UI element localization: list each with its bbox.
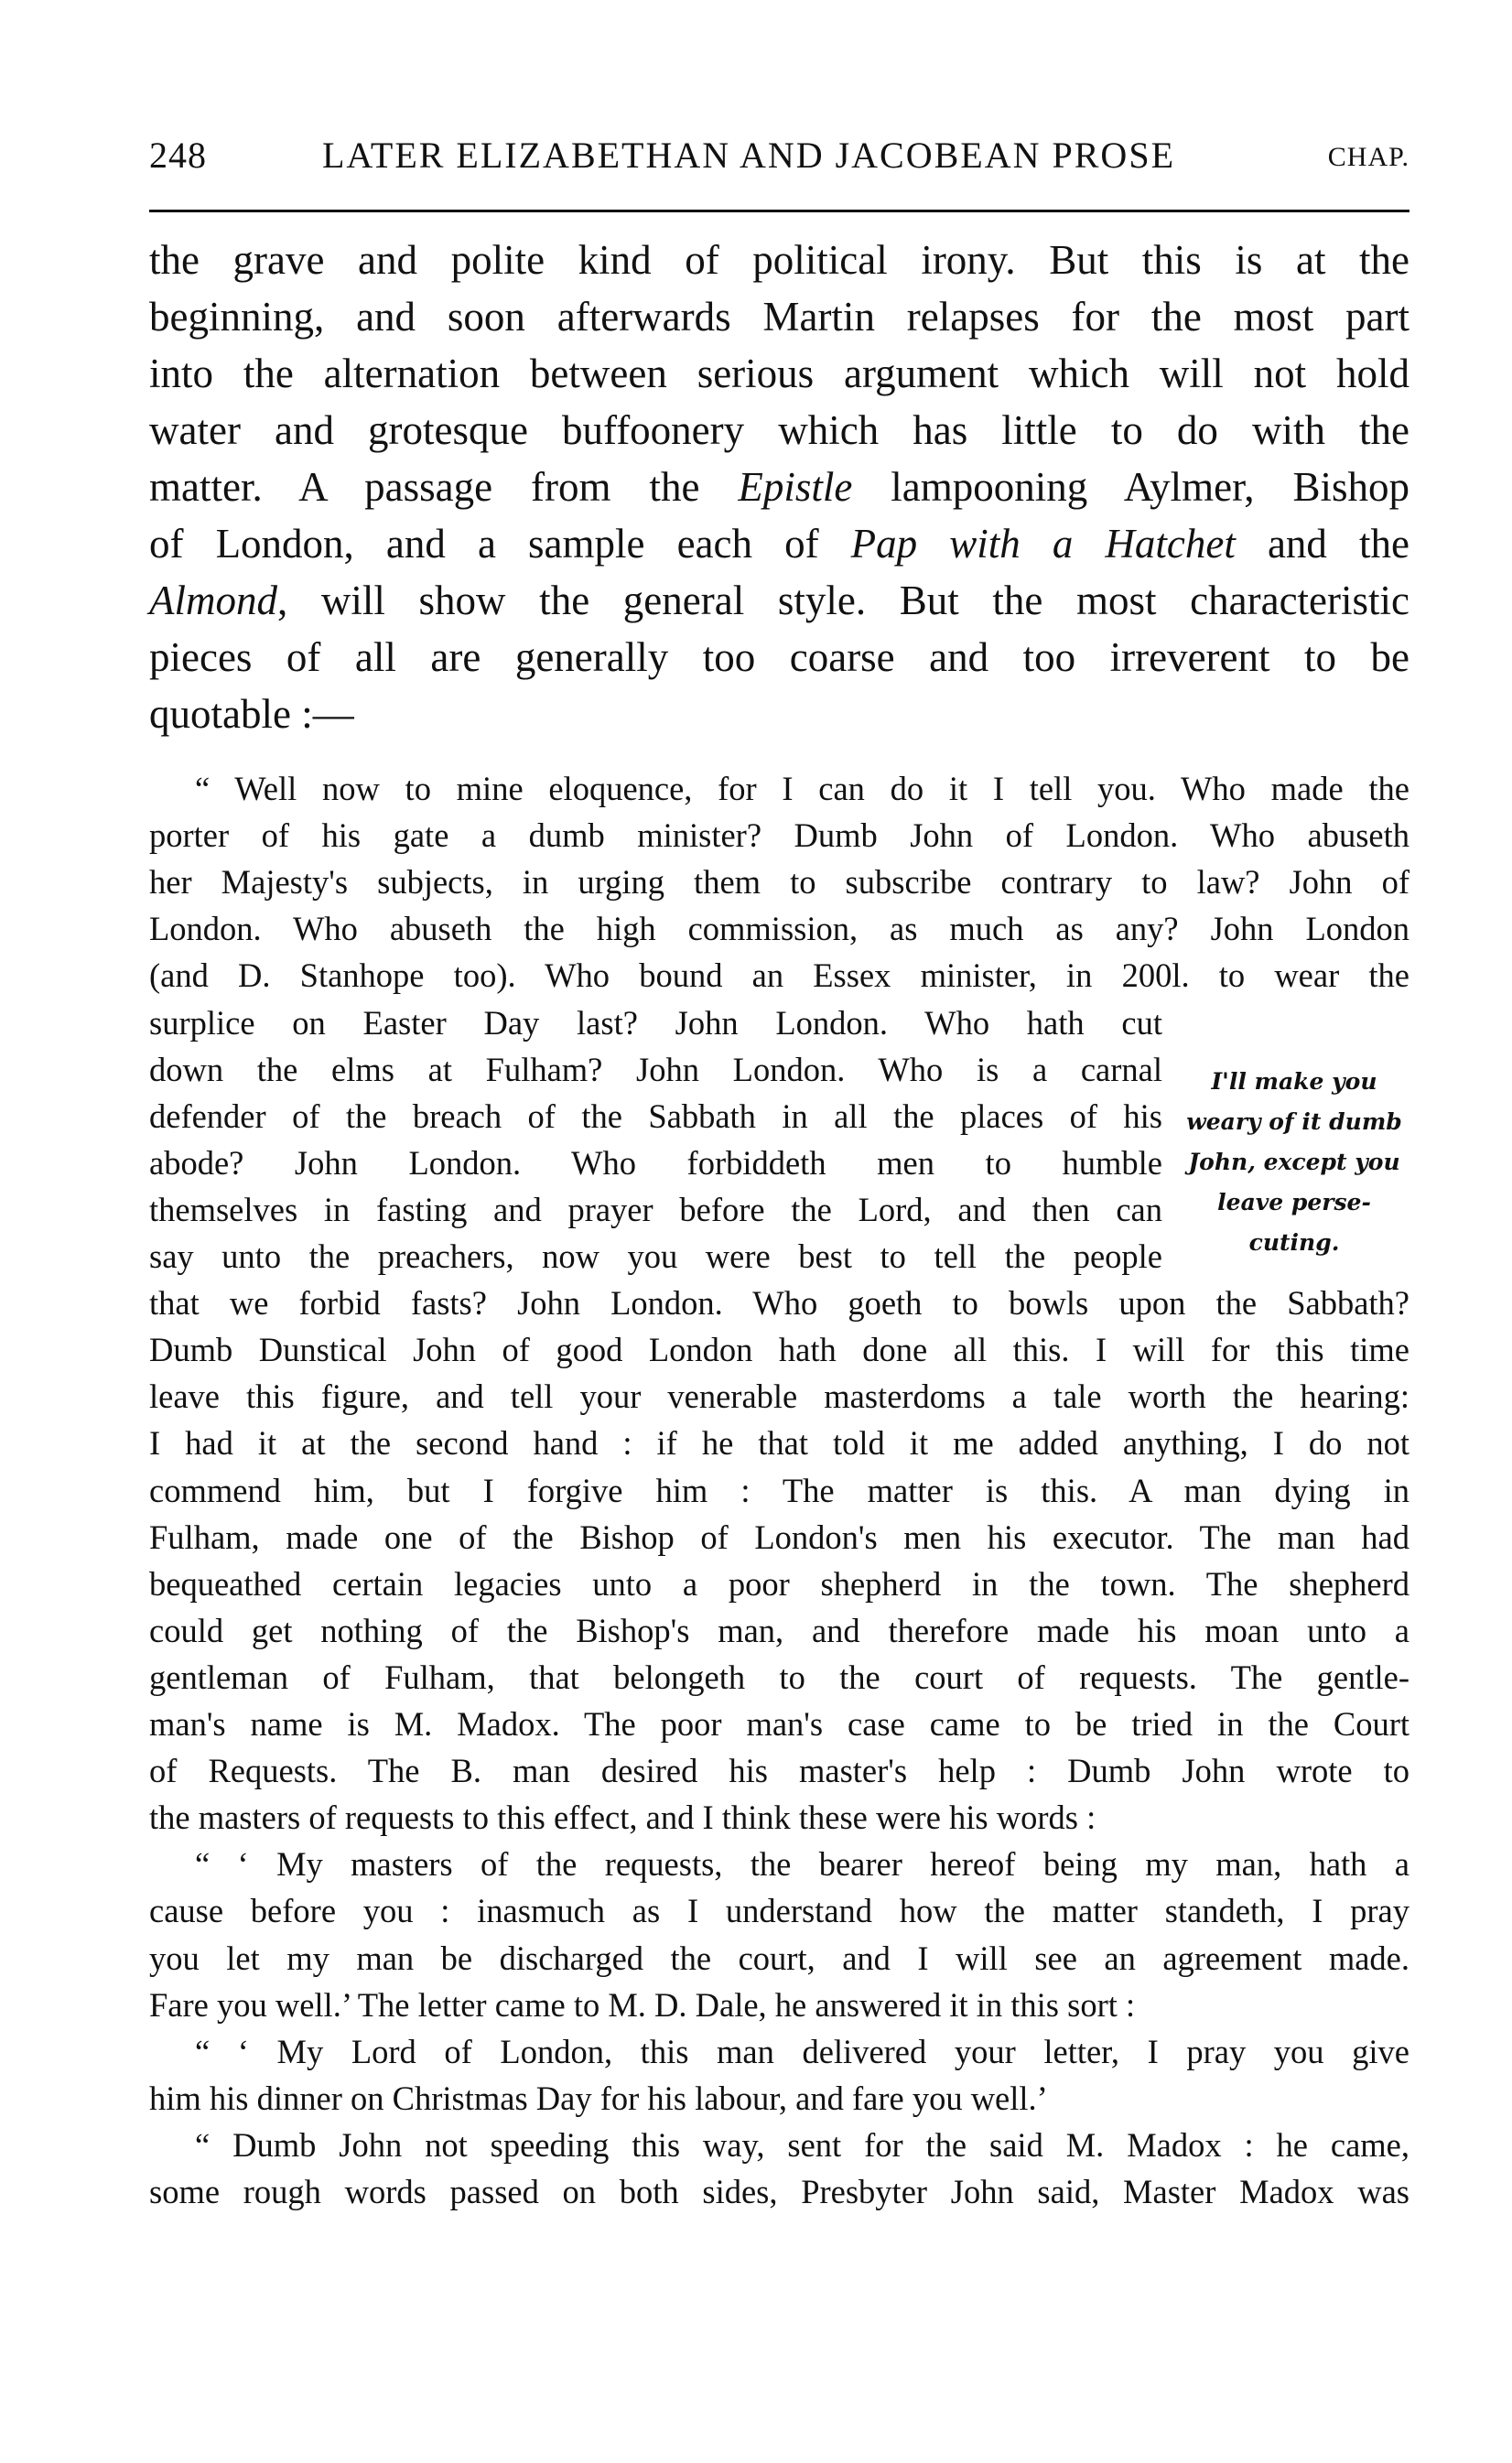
quote-line: him his dinner on Christmas Day for his labour, and fare you well.’ xyxy=(149,2079,1048,2117)
running-head xyxy=(149,128,1409,183)
body-line xyxy=(149,345,1409,402)
quote-line: her Majesty's subjects, in urging them to subscribe contrary to law? John of xyxy=(149,863,1409,902)
body-line xyxy=(149,402,1409,459)
text-segment: the grave and polite kind of political irony. But this is at the xyxy=(149,237,1409,283)
italic-title: Almond xyxy=(149,578,277,623)
quote-line: “ Well now to mine eloquence, for I can do it I tell you. Who made the xyxy=(195,770,1409,807)
italic-title: Pap with a Hatchet xyxy=(850,521,1236,567)
quote-line: Fulham, made one of the Bishop of London's men his executor. The man had xyxy=(149,1518,1409,1556)
header-rule xyxy=(149,210,1409,212)
body-line xyxy=(149,515,1409,572)
side-note-line: weary of it dumb xyxy=(1186,1108,1402,1135)
text-segment: quotable :— xyxy=(149,691,354,737)
side-note-line: cuting. xyxy=(1248,1229,1340,1256)
quote-line: commend him, but I forgive him : The matter is this. A man dying in xyxy=(149,1471,1409,1509)
quote-line: bequeathed certain legacies unto a poor shepherd in the town. The shepherd xyxy=(149,1564,1409,1603)
quote-line: “ Dumb John not speeding this way, sent for the said M. Madox : he came, xyxy=(195,2125,1409,2164)
body-line xyxy=(149,572,1409,629)
text-segment: , will show the general style. But the most characteristic xyxy=(277,578,1409,623)
quote-line: down the elms at Fulham? John London. Who is a carnal xyxy=(149,1050,1162,1088)
quote-line: that we forbid fasts? John London. Who goeth to bowls upon the Sabbath? xyxy=(149,1284,1409,1323)
quote-line: “ ‘ My Lord of London, this man delivered your letter, I pray you give xyxy=(195,2032,1409,2070)
body-line xyxy=(149,459,1409,515)
quote-line: surplice on Easter Day last? John London. Who hath cut xyxy=(149,1003,1162,1042)
running-title: LATER ELIZABETHAN AND JACOBEAN PROSE xyxy=(322,135,1175,176)
body-line xyxy=(149,288,1409,345)
side-note-line: leave perse- xyxy=(1217,1189,1371,1215)
text-segment: of London, and a sample each of xyxy=(149,521,851,567)
italic-title: Epistle xyxy=(738,464,853,510)
side-note xyxy=(1174,1062,1414,1263)
chapter-label: CHAP. xyxy=(1327,142,1409,172)
body-line xyxy=(149,629,1409,686)
body-line xyxy=(149,232,1409,288)
side-note-line: John, except you xyxy=(1188,1149,1400,1175)
quote-line: say unto the preachers, now you were best to tell the people xyxy=(149,1237,1162,1275)
quote-line: porter of his gate a dumb minister? Dumb John of London. Who abuseth xyxy=(149,816,1409,855)
quote-line: you let my man be discharged the court, and I will see an agreement made. xyxy=(149,1939,1409,1977)
text-segment: water and grotesque buffoonery which has little to do with the xyxy=(149,407,1409,453)
text-segment: lampooning Aylmer, Bishop xyxy=(852,464,1409,510)
quote-line: (and D. Stanhope too). Who bound an Essex minister, in 200l. to wear the xyxy=(149,956,1409,995)
quote-line: Fare you well.’ The letter came to M. D. Dale, he answered it in this sort : xyxy=(149,1985,1136,2024)
quote-line: themselves in fasting and prayer before the Lord, and then can xyxy=(149,1190,1162,1228)
side-note-line: I'll make you xyxy=(1211,1068,1377,1095)
quote-line: of Requests. The B. man desired his master's help : Dumb John wrote to xyxy=(149,1752,1409,1790)
quote-line: gentleman of Fulham, that belongeth to the court of requests. The gentle- xyxy=(149,1658,1409,1696)
text-segment: and the xyxy=(1235,521,1409,567)
text-segment: matter. A passage from the xyxy=(149,464,739,510)
quote-line: abode? John London. Who forbiddeth men to humble xyxy=(149,1143,1162,1182)
quote-line: leave this figure, and tell your venerable masterdoms a tale worth the hearing: xyxy=(149,1377,1409,1416)
text-segment: pieces of all are generally too coarse and too irreverent to be xyxy=(149,634,1409,680)
page-number: 248 xyxy=(149,135,207,176)
quote-line: “ ‘ My masters of the requests, the bearer hereof being my man, hath a xyxy=(195,1845,1409,1884)
quote-line: man's name is M. Madox. The poor man's case came to be tried in the Court xyxy=(149,1705,1409,1743)
quote-line: the masters of requests to this effect, and I think these were his words : xyxy=(149,1799,1096,1837)
quote-line: London. Who abuseth the high commission, as much as any? John London xyxy=(149,910,1409,948)
quote-line: Dumb Dunstical John of good London hath done all this. I will for this time xyxy=(149,1331,1409,1369)
quote-line: some rough words passed on both sides, Presbyter John said, Master Madox was xyxy=(149,2173,1409,2210)
quote-line: cause before you : inasmuch as I understand how the matter standeth, I pray xyxy=(149,1892,1409,1930)
quote-line: could get nothing of the Bishop's man, and therefore made his moan unto a xyxy=(149,1611,1409,1649)
text-segment: into the alternation between serious argument which will not hold xyxy=(149,351,1409,396)
body-line xyxy=(149,686,1409,742)
quote-line: defender of the breach of the Sabbath in all the places of his xyxy=(149,1096,1162,1135)
text-segment: beginning, and soon afterwards Martin relapses for the most part xyxy=(149,294,1409,340)
quote-line: I had it at the second hand : if he that told it me added anything, I do not xyxy=(149,1424,1409,1463)
